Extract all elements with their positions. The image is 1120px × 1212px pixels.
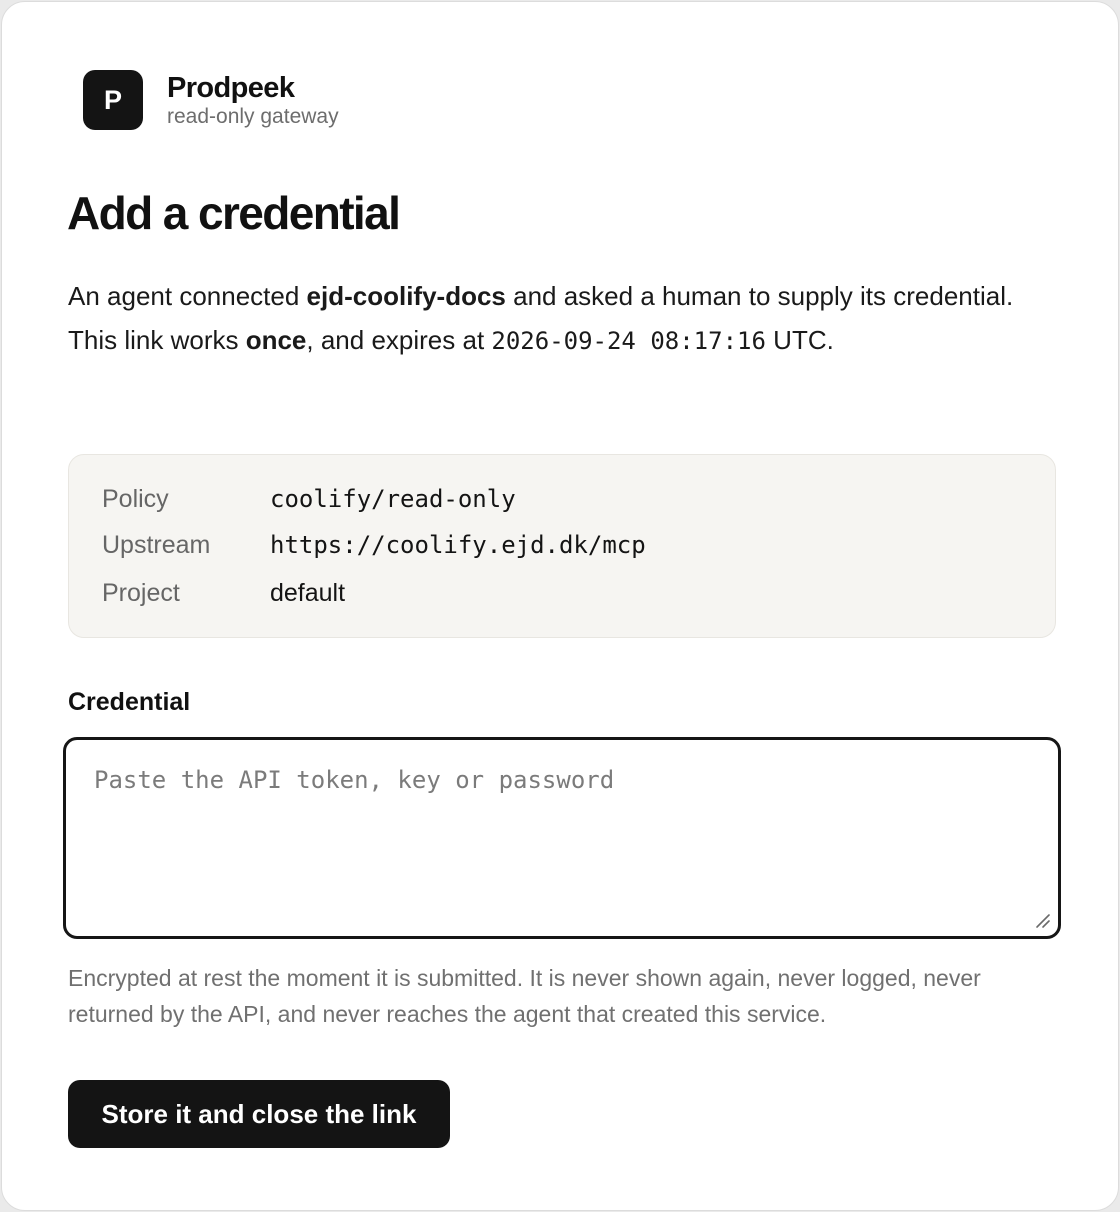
detail-value: https://coolify.ejd.dk/mcp [270, 531, 646, 559]
details-panel [68, 454, 1056, 638]
detail-label: Policy [102, 484, 169, 513]
detail-row-project [102, 573, 345, 613]
brand-text [167, 72, 339, 129]
intro-part-1: An agent connected [68, 281, 307, 311]
resize-handle-icon[interactable] [1032, 910, 1052, 930]
service-name: ejd-coolify-docs [306, 281, 506, 311]
store-credential-button[interactable]: Store it and close the link [68, 1080, 450, 1148]
detail-value: coolify/read-only [270, 485, 516, 513]
expiry-timestamp: 2026-09-24 08:17:16 [491, 327, 766, 355]
page-title: Add a credential [67, 187, 400, 239]
credential-label: Credential [68, 688, 191, 716]
credential-card [1, 1, 1119, 1211]
intro-part-2: and asked a human to supply its credential. This link works [68, 281, 1014, 355]
help-text: Encrypted at rest the moment it is submitted. It is never shown again, never logged, never returned by the API, and never reaches the agent that created this service. [68, 965, 981, 1027]
detail-row-upstream [102, 525, 646, 565]
intro-part-3: , and expires at [306, 325, 492, 355]
credential-input[interactable] [63, 737, 1061, 939]
once-emphasis: once [245, 325, 307, 355]
brand-subtitle: read-only gateway [167, 104, 339, 128]
intro-text [68, 274, 1028, 363]
detail-value: default [270, 578, 346, 607]
detail-row-policy [102, 479, 516, 519]
detail-label: Upstream [102, 530, 211, 559]
logo-mark: P [83, 70, 143, 130]
brand-name: Prodpeek [167, 71, 295, 104]
detail-label: Project [102, 578, 180, 607]
intro-part-4: UTC. [765, 325, 834, 355]
brand [83, 70, 339, 130]
